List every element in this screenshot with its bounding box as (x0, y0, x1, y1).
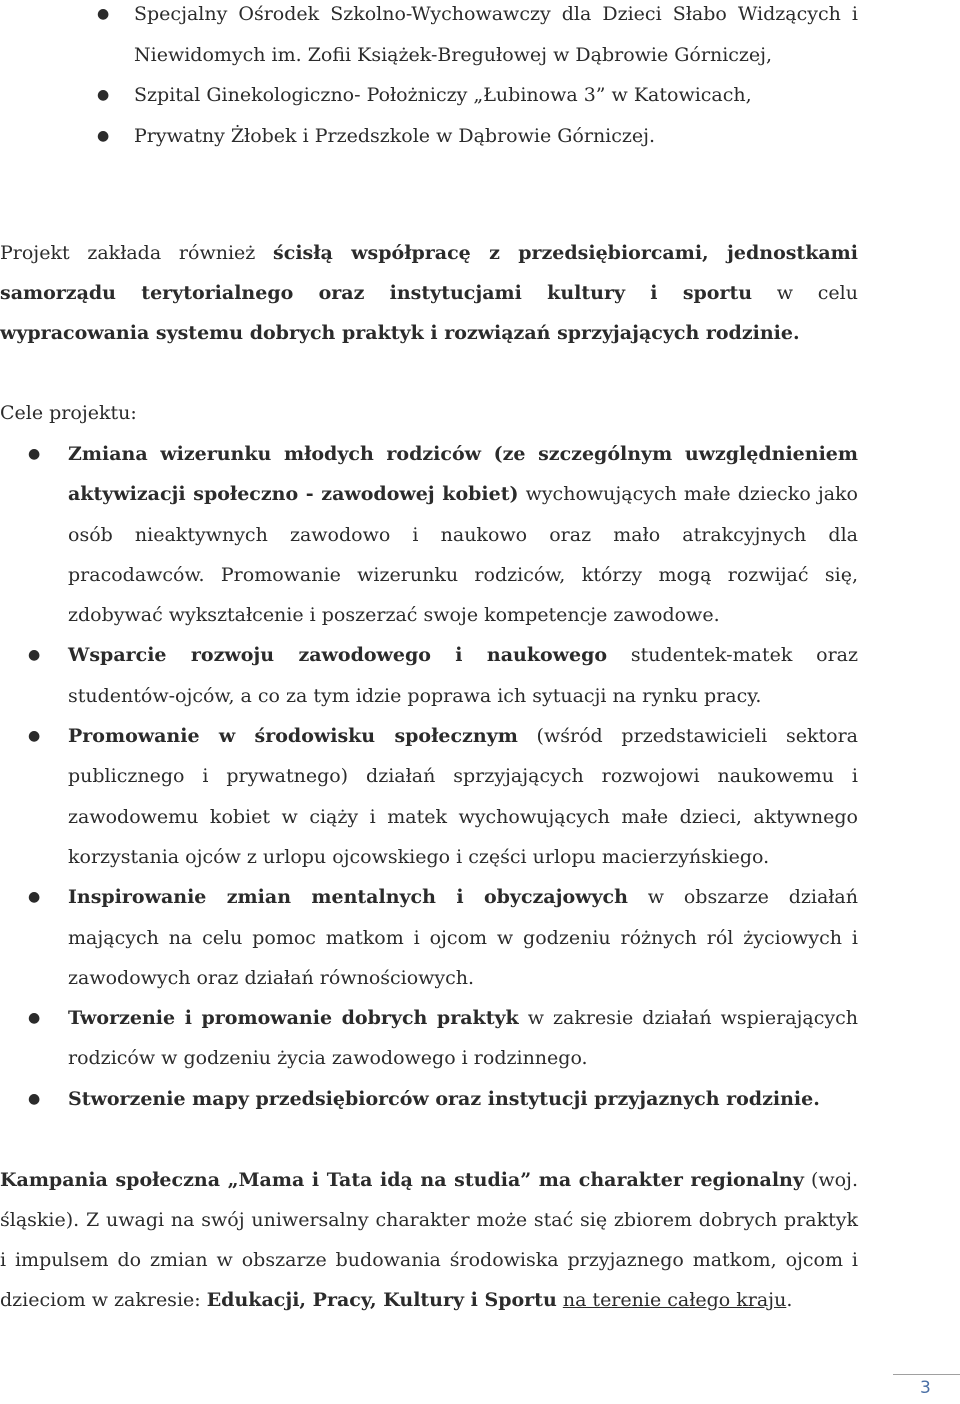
goal-item: ● Zmiana wizerunku młodych rodziców (ze szczególnym uwzględnieniem aktywizacji społeczno - zawodowej kobiet) wychowujących małe dziecko jako osób nieaktywnych zawodowo i naukowo oraz mało atrakcyjnych dla pracodawców. Promowanie wizerunku rodziców, którzy mogą rozwijać się, zdobywać wykształcenie i poszerzać swoje kompetencje zawodowe. (0, 434, 858, 635)
partner-list (0, 0, 858, 156)
page-number: 3 (920, 1378, 931, 1398)
bullet-icon: ● (28, 1090, 41, 1107)
bullet-icon: ● (28, 647, 41, 664)
bullet-icon: ● (97, 127, 110, 144)
goals-list (0, 434, 858, 1119)
goal-item: ● Stworzenie mapy przedsiębiorców oraz instytucji przyjaznych rodzinie. (0, 1079, 858, 1119)
list-item: ● Szpital Ginekologiczno- Położniczy „Łubinowa 3” w Katowicach, (0, 75, 858, 116)
bullet-icon: ● (28, 1010, 41, 1027)
campaign-paragraph: Kampania społeczna „Mama i Tata idą na studia” ma charakter regionalny (woj. śląskie). Z uwagi na swój uniwersalny charakter może stać się zbiorem dobrych praktyk i impulsem do zmian w obszarze budowania środowiska przyjaznego matkom, ojcom i dzieciom w zakresie: Edukacji, Pracy, Kultury i Sportu na terenie całego kraju. (0, 1169, 858, 1311)
page-number-rule (893, 1374, 960, 1375)
bullet-icon: ● (28, 728, 41, 745)
bullet-icon: ● (97, 87, 110, 103)
list-item: ● Specjalny Ośrodek Szkolno-Wychowawczy dla Dzieci Słabo Widzących i Niewidomych im. Zofii Książek-Bregułowej w Dąbrowie Górniczej, (0, 0, 858, 75)
bullet-icon: ● (28, 446, 41, 462)
goal-item: ● Inspirowanie zmian mentalnych i obyczajowych w obszarze działań mających na celu pomoc matkom i ojcom w godzeniu różnych ról życiowych i zawodowych oraz działań równościowych. (0, 877, 858, 998)
bullet-icon: ● (97, 6, 110, 22)
list-item: ● Prywatny Żłobek i Przedszkole w Dąbrowie Górniczej. (0, 116, 858, 157)
intro-paragraph: Projekt zakłada również ścisłą współpracę z przedsiębiorcami, jednostkami samorządu terytorialnego oraz instytucjami kultury i sportu w celu wypracowania systemu dobrych praktyk i rozwiązań sprzyjających rodzinie. (0, 242, 859, 344)
goal-item: ● Promowanie w środowisku społecznym (wśród przedstawicieli sektora publicznego i prywatnego) działań sprzyjających rozwojowi naukowemu i zawodowemu kobiet w ciąży i matek wychowujących małe dzieci, aktywnego korzystania ojców z urlopu ojcowskiego i części urlopu macierzyńskiego. (0, 716, 858, 877)
bullet-icon: ● (28, 889, 41, 906)
goals-heading: Cele projektu: (0, 402, 137, 424)
goal-item: ● Tworzenie i promowanie dobrych praktyk w zakresie działań wspierających rodziców w godzeniu życia zawodowego i rodzinnego. (0, 998, 858, 1079)
goal-item: ● Wsparcie rozwoju zawodowego i naukowego studentek-matek oraz studentów-ojców, a co za tym idzie poprawa ich sytuacji na rynku pracy. (0, 635, 858, 716)
